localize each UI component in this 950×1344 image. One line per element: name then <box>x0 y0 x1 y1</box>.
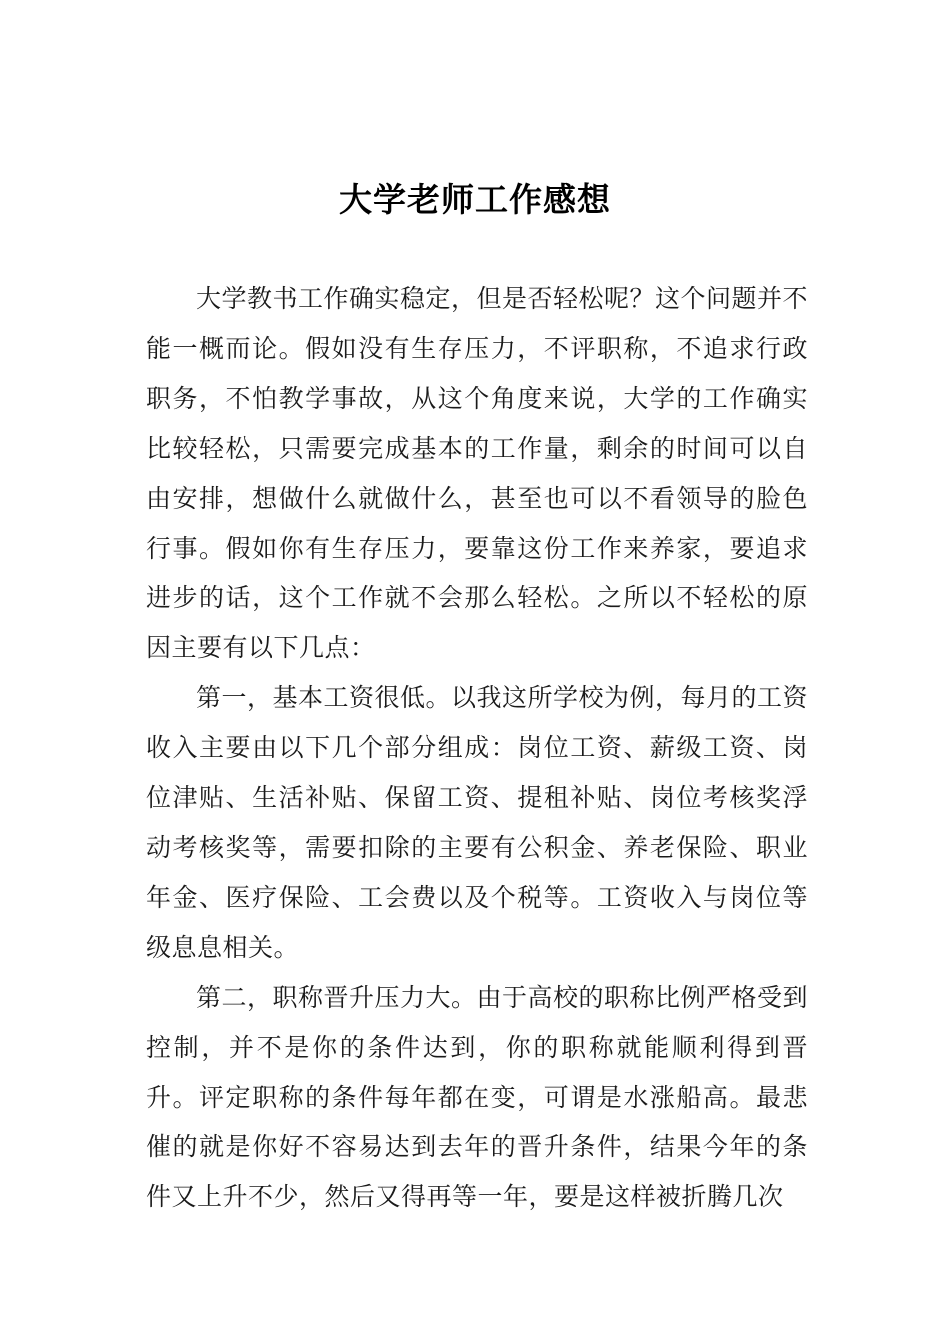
paragraph-point-one: 第一，基本工资很低。以我这所学校为例，每月的工资收入主要由以下几个部分组成：岗位工资、薪级工资、岗位津贴、生活补贴、保留工资、提租补贴、岗位考核奖浮动考核奖等，需要扣除的主要有公积金、养老保险、职业年金、医疗保险、工会费以及个税等。工资收入与岗位等级息息相关。 <box>146 683 809 962</box>
paragraph-intro: 大学教书工作确实稳定，但是否轻松呢？这个问题并不能一概而论。假如没有生存压力，不评职称，不追求行政职务，不怕教学事故，从这个角度来说，大学的工作确实比较轻松，只需要完成基本的工作量，剩余的时间可以自由安排，想做什么就做什么，甚至也可以不看领导的脸色行事。假如你有生存压力，要靠这份工作来养家，要追求进步的话，这个工作就不会那么轻松。之所以不轻松的原因主要有以下几点： <box>146 284 809 663</box>
document-body <box>146 274 808 1222</box>
paragraph-point-two: 第二，职称晋升压力大。由于高校的职称比例严格受到控制，并不是你的条件达到，你的职称就能顺利得到晋升。评定职称的条件每年都在变，可谓是水涨船高。最悲催的就是你好不容易达到去年的晋升条件，结果今年的条件又上升不少，然后又得再等一年，要是这样被折腾几次 <box>146 982 809 1212</box>
document-title: 大学老师工作感想 <box>339 180 611 219</box>
